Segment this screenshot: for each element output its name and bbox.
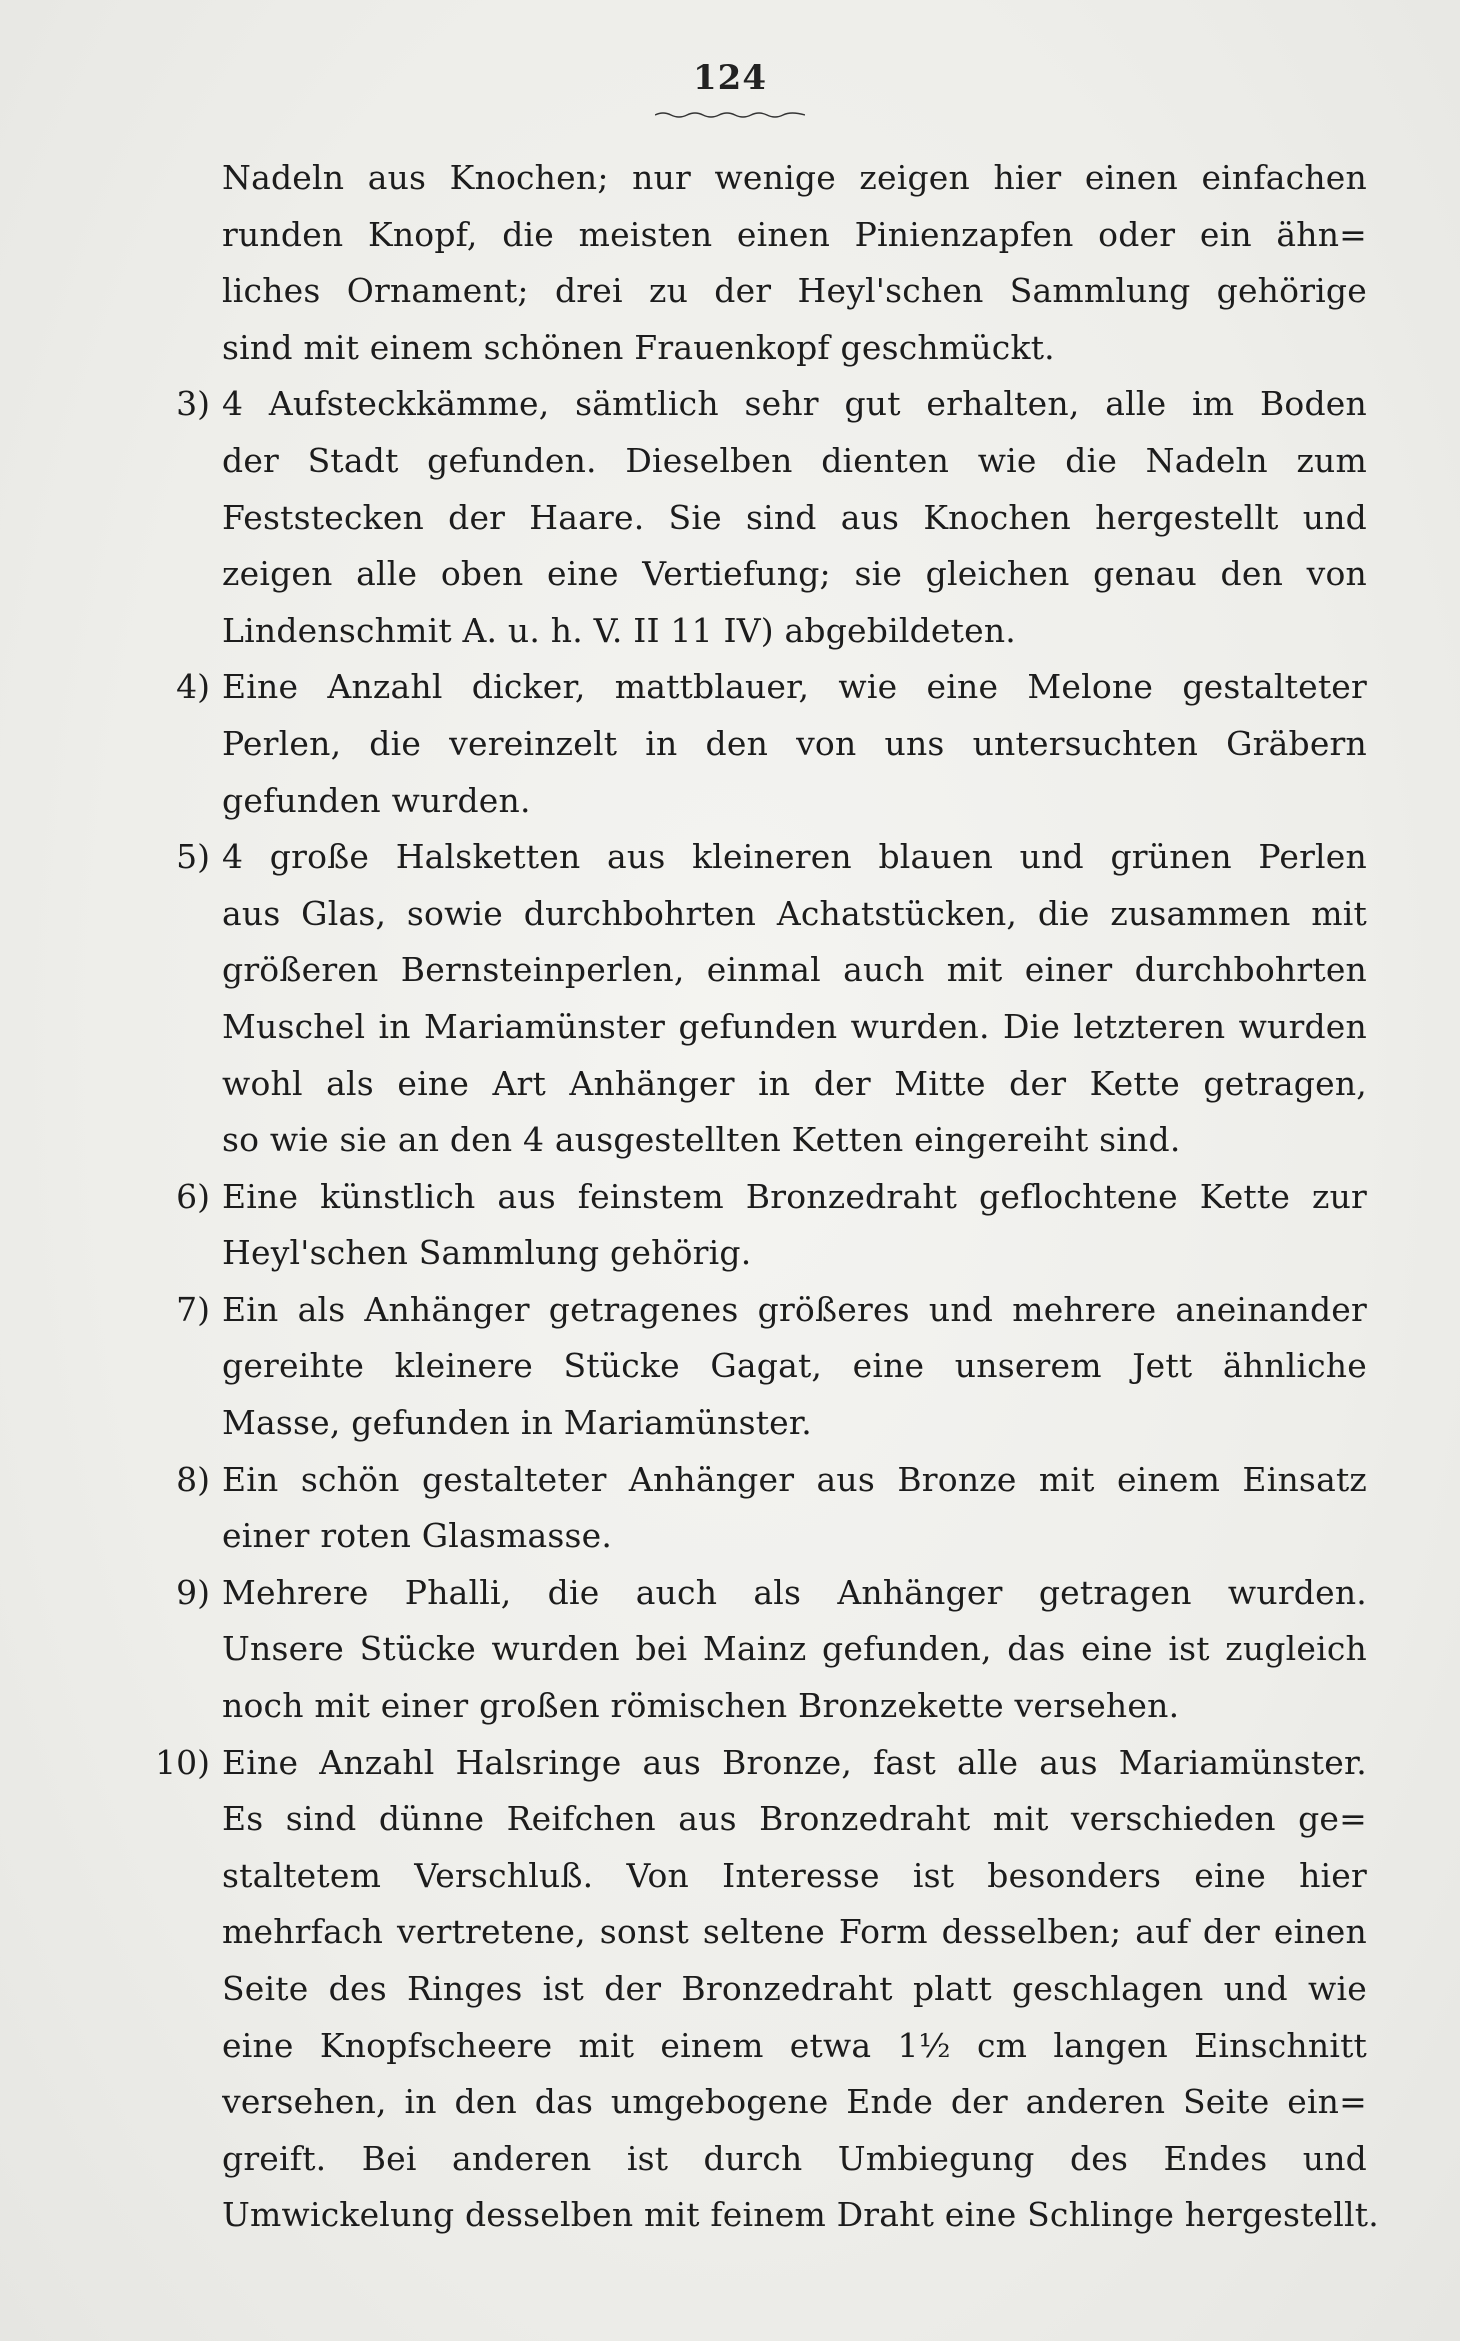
list-number: 6): [176, 1176, 210, 1216]
text-line: Nadeln aus Knochen; nur wenige zeigen hier einen einfachen: [222, 158, 1367, 197]
text-line-row: [222, 1112, 1367, 1169]
text-line-row: [222, 2074, 1367, 2131]
text-line: runden Knopf, die meisten einen Pinienzapfen oder ein ähn=: [222, 214, 1367, 254]
text-line-row: [222, 263, 1367, 320]
text-line: greift. Bei anderen ist durch Umbiegung des Endes und: [222, 2138, 1367, 2178]
text-line: Eine Anzahl Halsringe aus Bronze, fast alle aus Mariamünster.: [222, 1742, 1367, 1782]
text-line-row: [222, 773, 1367, 830]
text-line-row: [222, 1848, 1367, 1905]
text-line-row: [176, 1452, 1367, 1509]
text-line: Mehrere Phalli, die auch als Anhänger getragen wurden.: [222, 1572, 1367, 1612]
text-line-row: [176, 659, 1367, 716]
text-line-row: [222, 2131, 1367, 2188]
text-line: Eine künstlich aus feinstem Bronzedraht geflochtene Kette zur: [222, 1176, 1367, 1216]
text-line: so wie sie an den 4 ausgestellten Ketten eingereiht sind.: [222, 1120, 1181, 1160]
paragraph: [176, 1565, 1367, 1735]
text-line-row: [222, 320, 1367, 377]
list-number: 4): [176, 667, 210, 707]
text-line: gereihte kleinere Stücke Gagat, eine unserem Jett ähnliche: [222, 1346, 1367, 1386]
text-line-row: [222, 1791, 1367, 1848]
text-line-row: [222, 1678, 1367, 1735]
text-line: sind mit einem schönen Frauenkopf geschmückt.: [222, 327, 1055, 367]
text-line-row: [222, 2018, 1367, 2075]
text-line-row: [222, 1395, 1367, 1452]
paragraph: [155, 1735, 1379, 2244]
text-line: Lindenschmit A. u. h. V. II 11 IV) abgebildeten.: [222, 610, 1016, 650]
text-line: Feststecken der Haare. Sie sind aus Knochen hergestellt und: [222, 497, 1367, 537]
text-line: zeigen alle oben eine Vertiefung; sie gleichen genau den von: [222, 554, 1367, 594]
text-line: 4 Aufsteckkämme, sämtlich sehr gut erhalten, alle im Boden: [222, 384, 1367, 424]
text-line: Ein schön gestalteter Anhänger aus Bronze mit einem Einsatz: [222, 1459, 1367, 1499]
list-number: 3): [176, 384, 210, 424]
paragraph: [176, 1282, 1367, 1452]
text-line: einer roten Glasmasse.: [222, 1516, 613, 1556]
text-line-row: [222, 150, 1367, 207]
text-line-row: [176, 1565, 1367, 1622]
text-line: noch mit einer großen römischen Bronzekette versehen.: [222, 1686, 1180, 1726]
text-line-row: [222, 1508, 1367, 1565]
text-line-row: [222, 886, 1367, 943]
paragraph: [176, 1169, 1367, 1282]
page-number: 124: [693, 58, 767, 98]
paragraph: [176, 829, 1367, 1169]
list-number: 7): [176, 1289, 210, 1329]
text-line: staltetem Verschluß. Von Interesse ist besonders eine hier: [222, 1855, 1367, 1895]
text-line-row: [222, 2187, 1379, 2244]
text-line-row: [222, 490, 1367, 547]
text-line: Unsere Stücke wurden bei Mainz gefunden, das eine ist zugleich: [222, 1629, 1367, 1669]
text-line: Seite des Ringes ist der Bronzedraht platt geschlagen und wie: [222, 1969, 1367, 2008]
text-line: Umwickelung desselben mit feinem Draht eine Schlinge hergestellt.: [222, 2195, 1379, 2235]
list-number: 9): [176, 1572, 210, 1612]
page-header: [0, 58, 1460, 98]
text-line-row: [176, 829, 1367, 886]
text-line: Perlen, die vereinzelt in den von uns untersuchten Gräbern: [222, 723, 1367, 763]
text-line: versehen, in den das umgebogene Ende der anderen Seite ein=: [222, 2082, 1367, 2122]
text-line: Masse, gefunden in Mariamünster.: [222, 1403, 812, 1443]
text-line-row: [222, 1621, 1367, 1678]
text-line-row: [222, 1225, 1367, 1282]
text-line: 4 große Halsketten aus kleineren blauen und grünen Perlen: [222, 837, 1367, 877]
list-number: 5): [176, 837, 210, 877]
text-line: eine Knopfscheere mit einem etwa 1½ cm langen Einschnitt: [222, 2025, 1367, 2065]
text-line-row: [176, 1169, 1367, 1226]
text-line: Muschel in Mariamünster gefunden wurden. Die letzteren wurden: [222, 1006, 1367, 1046]
body-text: [155, 150, 1379, 2244]
text-line: gefunden wurden.: [222, 780, 531, 820]
paragraph: [176, 376, 1367, 659]
paragraph: [222, 150, 1367, 376]
text-line-row: [222, 1338, 1367, 1395]
text-line-row: [176, 376, 1367, 433]
text-line: Es sind dünne Reifchen aus Bronzedraht mit verschieden ge=: [222, 1799, 1367, 1839]
header-ornament-icon: [655, 110, 805, 118]
list-number: 8): [176, 1459, 210, 1499]
text-line: Ein als Anhänger getragenes größeres und mehrere aneinander: [222, 1289, 1367, 1329]
text-line-row: [222, 603, 1367, 660]
text-line-row: [222, 999, 1367, 1056]
text-line: größeren Bernsteinperlen, einmal auch mit einer durchbohrten: [222, 950, 1367, 990]
text-line: aus Glas, sowie durchbohrten Achatstücken, die zusammen mit: [222, 893, 1367, 933]
text-line-row: [222, 942, 1367, 999]
text-line: wohl als eine Art Anhänger in der Mitte der Kette getragen,: [222, 1063, 1367, 1103]
paragraph: [176, 1452, 1367, 1565]
text-line-row: [222, 1961, 1367, 2018]
text-line: Heyl'schen Sammlung gehörig.: [222, 1233, 752, 1273]
text-line: mehrfach vertretene, sonst seltene Form desselben; auf der einen: [222, 1912, 1367, 1952]
text-line-row: [222, 1904, 1367, 1961]
paragraph: [176, 659, 1367, 829]
text-line: liches Ornament; drei zu der Heyl'schen Sammlung gehörige: [222, 271, 1367, 311]
text-line-row: [222, 546, 1367, 603]
text-line-row: [222, 1056, 1367, 1113]
text-line-row: [222, 433, 1367, 490]
text-line-row: [176, 1282, 1367, 1339]
text-line: der Stadt gefunden. Dieselben dienten wie die Nadeln zum: [222, 440, 1367, 480]
text-line-row: [222, 716, 1367, 773]
list-number: 10): [155, 1742, 210, 1782]
text-line: Eine Anzahl dicker, mattblauer, wie eine Melone gestalteter: [222, 667, 1367, 707]
text-line-row: [222, 207, 1367, 264]
text-line-row: [155, 1735, 1367, 1792]
